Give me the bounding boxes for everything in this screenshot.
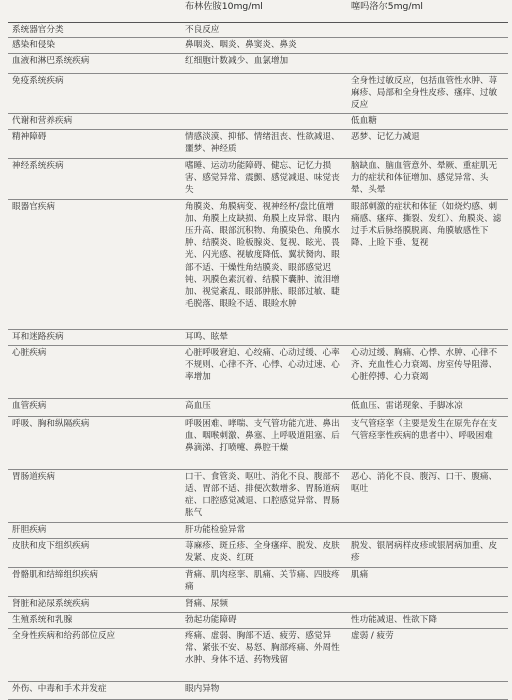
brinzolamide-cell: 角膜炎、角膜病变、视神经杯/盘比值增加、角膜上皮缺损、角膜上皮异常、眼内压升高、眼部沉积物、角膜染色、角膜水肿、结膜炎、睑板腺炎、复视、眩光、畏光、闪光感、视敏度降低、翼状胬肉、眼部不适、干燥性角结膜炎、眼部感觉迟钝、巩膜色素沉着、结膜下囊肿、流泪增加、视觉紊乱、眼部肿胀、眼部过敏、睫毛脱落、眼睑不适、眼睑水肿 xyxy=(180,199,346,329)
timolol-cell xyxy=(346,596,508,612)
header-brinzolamide: 布林佐胺10mg/ml xyxy=(180,0,346,22)
table-row xyxy=(8,538,508,567)
timolol-cell: 虚弱 / 疲劳 xyxy=(346,628,508,681)
organ-cell: 生殖系统和乳腺 xyxy=(8,612,180,628)
brinzolamide-cell xyxy=(180,73,346,113)
organ-cell: 皮肤和皮下组织疾病 xyxy=(8,538,180,567)
timolol-cell: 脑缺血、脑血管意外、晕厥、重症肌无力的症状和体征增加、感觉异常、头晕、头晕 xyxy=(346,158,508,199)
organ-cell: 全身性疾病和给药部位反应 xyxy=(8,628,180,681)
timolol-cell: 恶心、消化不良、腹泻、口干、腹痛、呕吐 xyxy=(346,469,508,522)
timolol-cell: 全身性过敏反应，包括血管性水肿、荨麻疹、局部和全身性皮疹、瘙痒、过敏反应 xyxy=(346,73,508,113)
timolol-cell: 低血压、雷诺现象、手脚冰凉 xyxy=(346,398,508,416)
table-row xyxy=(8,612,508,628)
table-row xyxy=(8,113,508,129)
table-row xyxy=(8,398,508,416)
timolol-cell xyxy=(346,681,508,699)
brinzolamide-cell: 眼内异物 xyxy=(180,681,346,699)
brinzolamide-cell: 呼吸困难、哮喘、支气管功能亢进、鼻出血、咽喉刺激、鼻塞、上呼吸道阻塞、后鼻滴涕、打喷嚏、鼻腔干燥 xyxy=(180,416,346,469)
brinzolamide-cell: 心脏呼吸窘迫、心绞痛、心动过缓、心率不规则、心律不齐、心悸、心动过速、心率增加 xyxy=(180,345,346,398)
timolol-cell xyxy=(346,37,508,53)
organ-cell: 代谢和营养疾病 xyxy=(8,113,180,129)
table-row xyxy=(8,628,508,681)
timolol-cell: 性功能减退、性欲下降 xyxy=(346,612,508,628)
organ-cell: 免疫系统疾病 xyxy=(8,73,180,113)
brinzolamide-cell: 疼痛、虚弱、胸部不适、疲劳、感觉异常、紧张不安、易怒、胸部疼痛、外周性水肿、身体不适、药物残留 xyxy=(180,628,346,681)
organ-cell: 精神障碍 xyxy=(8,129,180,158)
organ-cell: 心脏疾病 xyxy=(8,345,180,398)
organ-cell: 骨骼肌和结缔组织疾病 xyxy=(8,567,180,596)
table-row xyxy=(8,522,508,538)
organ-cell: 外伤、中毒和手术并发症 xyxy=(8,681,180,699)
table-row xyxy=(8,469,508,522)
timolol-cell xyxy=(346,329,508,345)
table-row xyxy=(8,567,508,596)
table-row xyxy=(8,681,508,699)
brinzolamide-cell: 肝功能检验异常 xyxy=(180,522,346,538)
table-row xyxy=(8,73,508,113)
brinzolamide-cell: 鼻咽炎、咽炎、鼻窦炎、鼻炎 xyxy=(180,37,346,53)
brinzolamide-cell: 口干、食管炎、呕吐、消化不良、腹部不适、胃部不适、排便次数增多、胃肠道病症、口腔感觉减退、口腔感觉异常、胃肠胀气 xyxy=(180,469,346,522)
brinzolamide-cell: 情感淡漠、抑郁、情绪沮丧、性欲减退、噩梦、神经质 xyxy=(180,129,346,158)
organ-cell: 神经系统疾病 xyxy=(8,158,180,199)
timolol-cell xyxy=(346,53,508,73)
table-row xyxy=(8,53,508,73)
timolol-cell: 支气管痉挛（主要是发生在原先存在支气管痉挛性疾病的患者中）、呼吸困难 xyxy=(346,416,508,469)
table-row xyxy=(8,345,508,398)
brinzolamide-cell: 不良反应 xyxy=(180,22,346,37)
brinzolamide-cell: 背痛、肌肉痉挛、肌痛、关节痛、四肢疼痛 xyxy=(180,567,346,596)
organ-cell: 血液和淋巴系统疾病 xyxy=(8,53,180,73)
table-row xyxy=(8,199,508,329)
table-row xyxy=(8,37,508,53)
table-row xyxy=(8,129,508,158)
organ-cell: 肝胆疾病 xyxy=(8,522,180,538)
table-row xyxy=(8,329,508,345)
brinzolamide-cell: 高血压 xyxy=(180,398,346,416)
brinzolamide-cell: 耳鸣、眩晕 xyxy=(180,329,346,345)
timolol-cell: 心动过缓、胸痛、心悸、水肿、心律不齐、充血性心力衰竭、房室传导阻滞、心脏停搏、心力衰竭 xyxy=(346,345,508,398)
brinzolamide-cell: 嗜睡、运动功能障碍、健忘、记忆力损害、感觉异常、震颤、感觉减退、味觉丧失 xyxy=(180,158,346,199)
table-row xyxy=(8,596,508,612)
header-timolol: 噻吗洛尔5mg/ml xyxy=(346,0,508,22)
organ-cell: 胃肠道疾病 xyxy=(8,469,180,522)
brinzolamide-cell xyxy=(180,113,346,129)
timolol-cell: 低血糖 xyxy=(346,113,508,129)
adverse-reaction-table xyxy=(8,0,508,700)
timolol-cell: 脱发、银屑病样皮疹或银屑病加重、皮疹 xyxy=(346,538,508,567)
timolol-cell: 恶梦、记忆力减退 xyxy=(346,129,508,158)
table-header-row xyxy=(8,0,508,22)
organ-cell: 眼器官疾病 xyxy=(8,199,180,329)
organ-cell: 呼吸、胸和纵隔疾病 xyxy=(8,416,180,469)
organ-cell: 肾脏和泌尿系统疾病 xyxy=(8,596,180,612)
table-row xyxy=(8,158,508,199)
header-organ xyxy=(8,0,180,22)
brinzolamide-cell: 红细胞计数减少、血氯增加 xyxy=(180,53,346,73)
organ-cell: 耳和迷路疾病 xyxy=(8,329,180,345)
brinzolamide-cell: 勃起功能障碍 xyxy=(180,612,346,628)
table-row xyxy=(8,22,508,37)
brinzolamide-cell: 荨麻疹、斑丘疹、全身瘙痒、脱发、皮肤发紧、皮炎、红斑 xyxy=(180,538,346,567)
table-row xyxy=(8,416,508,469)
timolol-cell xyxy=(346,22,508,37)
timolol-cell: 眼部刺激的症状和体征（如烧灼感、刺痛感、瘙痒、撕裂、发红）、角膜炎、滤过手术后脉络膜脱离、角膜敏感性下降、上睑下垂、复视 xyxy=(346,199,508,329)
timolol-cell: 肌痛 xyxy=(346,567,508,596)
timolol-cell xyxy=(346,522,508,538)
brinzolamide-cell: 肾痛、尿频 xyxy=(180,596,346,612)
organ-cell: 血管疾病 xyxy=(8,398,180,416)
organ-cell: 系统器官分类 xyxy=(8,22,180,37)
organ-cell: 感染和侵染 xyxy=(8,37,180,53)
